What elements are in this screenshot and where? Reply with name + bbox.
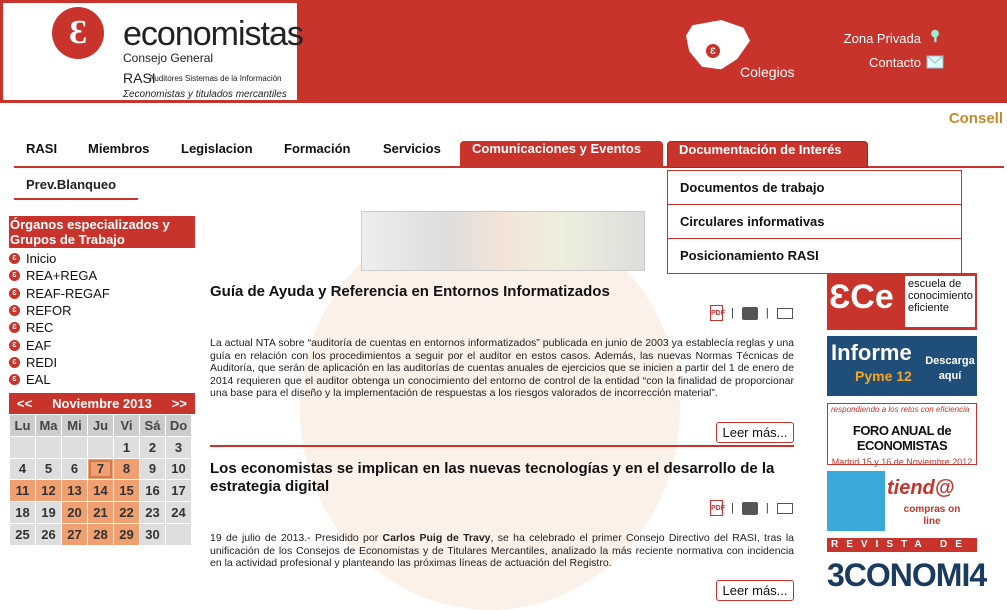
informe-label: Informe [831, 340, 912, 365]
calendar-day[interactable]: 4 [10, 459, 35, 480]
calendar-header [9, 393, 195, 414]
article-title[interactable]: Guía de Ayuda y Referencia en Entornos Informatizados [210, 283, 610, 300]
pdf-icon[interactable]: PDF [710, 500, 723, 516]
pdf-icon[interactable]: PDF [710, 305, 723, 321]
dropdown-circulares[interactable]: Circulares informativas [668, 205, 961, 239]
calendar-day[interactable]: 17 [166, 480, 191, 501]
calendar-day[interactable]: 22 [114, 502, 139, 523]
article-body: 19 de julio de 2013.- Presidido por Carlos Puig de Travy, se ha celebrado el primer Consejo Directivo del RASI, tras la unificación de los Consejos de Economistas y de Titulares Mercantiles, analizado la más reciente normativa con incidencia en la actividad profesional y planteando las próximas líneas de actuación del Registro. [210, 532, 794, 569]
revista-name[interactable]: 3CONOMI4 [827, 557, 987, 593]
calendar-day[interactable]: 28 [88, 524, 113, 545]
descarga-label: Descarga aquí [925, 355, 975, 382]
sidebar-item-rea-rega[interactable]: Ɛ REA+REGA [9, 267, 195, 284]
article-tools: PDF | | [710, 305, 793, 321]
tienda-banner[interactable] [827, 471, 977, 531]
brand-subtitle: Consejo General [123, 51, 214, 65]
calendar-day[interactable]: 3 [166, 437, 191, 458]
email-icon[interactable] [777, 308, 793, 319]
pyme-label: Pyme 12 [855, 368, 912, 384]
calendar-day[interactable]: 9 [140, 459, 165, 480]
calendar-day[interactable]: 16 [140, 480, 165, 501]
calendar-day[interactable]: 7 [88, 459, 113, 480]
calendar-day[interactable]: 14 [88, 480, 113, 501]
informe-pyme-banner[interactable] [827, 336, 977, 396]
e-bullet-icon: Ɛ [9, 288, 20, 299]
sidebar-list [9, 250, 195, 388]
read-more-button[interactable]: Leer más... [716, 580, 794, 601]
site-header [0, 0, 1007, 103]
zona-privada-link[interactable]: Zona Privada [843, 31, 921, 46]
colegios-label: Colegios [740, 64, 795, 80]
contacto-link[interactable]: Contacto [868, 55, 921, 70]
calendar-day[interactable]: 8 [114, 459, 139, 480]
calendar-day-header: Sá [140, 415, 165, 436]
calendar-day[interactable]: 25 [10, 524, 35, 545]
calendar-empty-cell [62, 437, 87, 458]
brand-name: economistas [123, 15, 303, 53]
dropdown-documentos-trabajo[interactable]: Documentos de trabajo [668, 171, 961, 205]
article-image [361, 211, 645, 271]
calendar-day-header: Ju [88, 415, 113, 436]
calendar-day-header: Lu [10, 415, 35, 436]
colegios-link[interactable] [678, 14, 798, 86]
sidebar-title: Órganos especializados y Grupos de Trabajo [9, 216, 195, 248]
calendar-day[interactable]: 29 [114, 524, 139, 545]
read-more-button[interactable]: Leer más... [716, 422, 794, 443]
sidebar-item-eal[interactable]: Ɛ EAL [9, 371, 195, 388]
e-bullet-icon: Ɛ [9, 322, 20, 333]
calendar-prev-button[interactable]: << [17, 396, 33, 411]
main-nav [14, 141, 1004, 168]
calendar-next-button[interactable]: >> [171, 396, 187, 411]
revista-label[interactable]: REVISTA DE [827, 538, 977, 552]
calendar-empty-cell [36, 437, 61, 458]
nav-legislacion[interactable]: Legislacion [181, 141, 253, 156]
foro-title: FORO ANUAL de ECONOMISTAS [852, 423, 952, 453]
documentacion-dropdown [667, 170, 962, 274]
sidebar-item-eaf[interactable]: Ɛ EAF [9, 336, 195, 353]
nav-comunicaciones[interactable]: Comunicaciones y Eventos [460, 141, 663, 168]
calendar-day[interactable]: 12 [36, 480, 61, 501]
nav-servicios[interactable]: Servicios [383, 141, 441, 156]
calendar-day[interactable]: 20 [62, 502, 87, 523]
calendar-day[interactable]: 5 [36, 459, 61, 480]
calendar-day[interactable]: 13 [62, 480, 87, 501]
calendar-day[interactable]: 27 [62, 524, 87, 545]
subnav-prev-blanqueo[interactable]: Prev.Blanqueo [14, 174, 138, 200]
calendar-day[interactable]: 30 [140, 524, 165, 545]
calendar-day-header: Do [166, 415, 191, 436]
calendar-day-header: Mi [62, 415, 87, 436]
ece-banner[interactable] [827, 273, 977, 330]
tienda-label: tiend@ [887, 477, 955, 499]
economistas-logo-icon: Ɛ [52, 7, 104, 59]
sidebar-item-refor[interactable]: Ɛ REFOR [9, 302, 195, 319]
calendar-grid [9, 414, 195, 545]
envelope-icon [926, 55, 944, 69]
e-logo-icon: Ɛ [706, 44, 720, 58]
key-icon [926, 29, 944, 43]
calendar-day[interactable]: 11 [10, 480, 35, 501]
nav-rasi[interactable]: RASI [26, 141, 58, 156]
article-body: La actual NTA sobre “auditoría de cuentas en entornos informatizados” publicada en junio de 2003 ya establecía reglas y una guía en relación con los procedimientos a seguir por el auditor en estos casos. Además, las nuevas Normas Técnicas de Auditoría, que serán de aplicación en las auditorías de cuentas anuales de ejercicios que se inicien a partir del 1 de enero de 2014 requieren que el auditor obtenga un conocimiento del entorno de control de la entidad “con la finalidad de proporcionar una base para el diseño y la implementación de respuestas a los riesgos valorados de incorrección material”. [210, 337, 794, 399]
calendar-day[interactable]: 6 [62, 459, 87, 480]
ece-mark: ƐCe [829, 278, 894, 316]
rasi-label: RASI [123, 70, 156, 86]
calendar-day[interactable]: 10 [166, 459, 191, 480]
calendar-day[interactable]: 24 [166, 502, 191, 523]
calendar-day-header: Vi [114, 415, 139, 436]
article-tools: PDF | | [710, 500, 793, 516]
foro-date: Madrid 15 y 16 de Noviembre 2012 [831, 457, 973, 467]
ece-text: escuela de conocimiento eficiente [905, 276, 975, 327]
e-bullet-icon: Ɛ [9, 357, 20, 368]
logo-area[interactable] [3, 3, 303, 100]
calendar-month: Noviembre 2013 [52, 396, 152, 411]
e-bullet-icon: Ɛ [9, 340, 20, 351]
consell-link[interactable]: Consell [948, 110, 1003, 127]
sidebar-item-reaf-regaf[interactable]: Ɛ REAF-REGAF [9, 285, 195, 302]
nav-documentacion[interactable]: Documentación de Interés [667, 141, 868, 168]
calendar-day[interactable]: 21 [88, 502, 113, 523]
e-bullet-icon: Ɛ [9, 270, 20, 281]
foro-tagline: respondiendo a los retos con eficiencia [831, 405, 970, 414]
foro-banner[interactable] [827, 403, 977, 465]
print-icon[interactable] [742, 502, 758, 515]
print-icon[interactable] [742, 307, 758, 320]
e-bullet-icon: Ɛ [9, 305, 20, 316]
tienda-sub: compras on line [903, 504, 961, 527]
sidebar-item-rec[interactable]: Ɛ REC [9, 319, 195, 336]
calendar-empty-cell [166, 524, 191, 545]
nav-miembros[interactable]: Miembros [88, 141, 150, 156]
calendar-empty-cell [88, 437, 113, 458]
nav-formacion[interactable]: Formación [284, 141, 351, 156]
e-bullet-icon: Ɛ [9, 253, 20, 264]
calendar-day-header: Ma [36, 415, 61, 436]
email-icon[interactable] [777, 503, 793, 514]
sidebar-item-redi[interactable]: Ɛ REDI [9, 354, 195, 371]
calendar-day[interactable]: 19 [36, 502, 61, 523]
article-divider [210, 445, 794, 447]
rasi-subtitle: Auditores Sistemas de la Información [149, 74, 282, 83]
dropdown-posicionamiento[interactable]: Posicionamiento RASI [680, 248, 819, 263]
article-title[interactable]: Los economistas se implican en las nuevas tecnologías y en el desarrollo de la estrategia digital [210, 460, 775, 495]
e-bullet-icon: Ɛ [9, 374, 20, 385]
calendar-day[interactable]: 26 [36, 524, 61, 545]
shopping-bag-icon [827, 471, 885, 531]
calendar-day[interactable]: 15 [114, 480, 139, 501]
calendar-day[interactable]: 23 [140, 502, 165, 523]
sidebar-item-inicio[interactable]: Ɛ Inicio [9, 250, 195, 267]
sigma-tagline: Σeconomistas y titulados mercantiles [123, 89, 287, 100]
calendar-day[interactable]: 1 [114, 437, 139, 458]
calendar [9, 393, 195, 545]
calendar-day[interactable]: 2 [140, 437, 165, 458]
calendar-empty-cell [10, 437, 35, 458]
calendar-day[interactable]: 18 [10, 502, 35, 523]
